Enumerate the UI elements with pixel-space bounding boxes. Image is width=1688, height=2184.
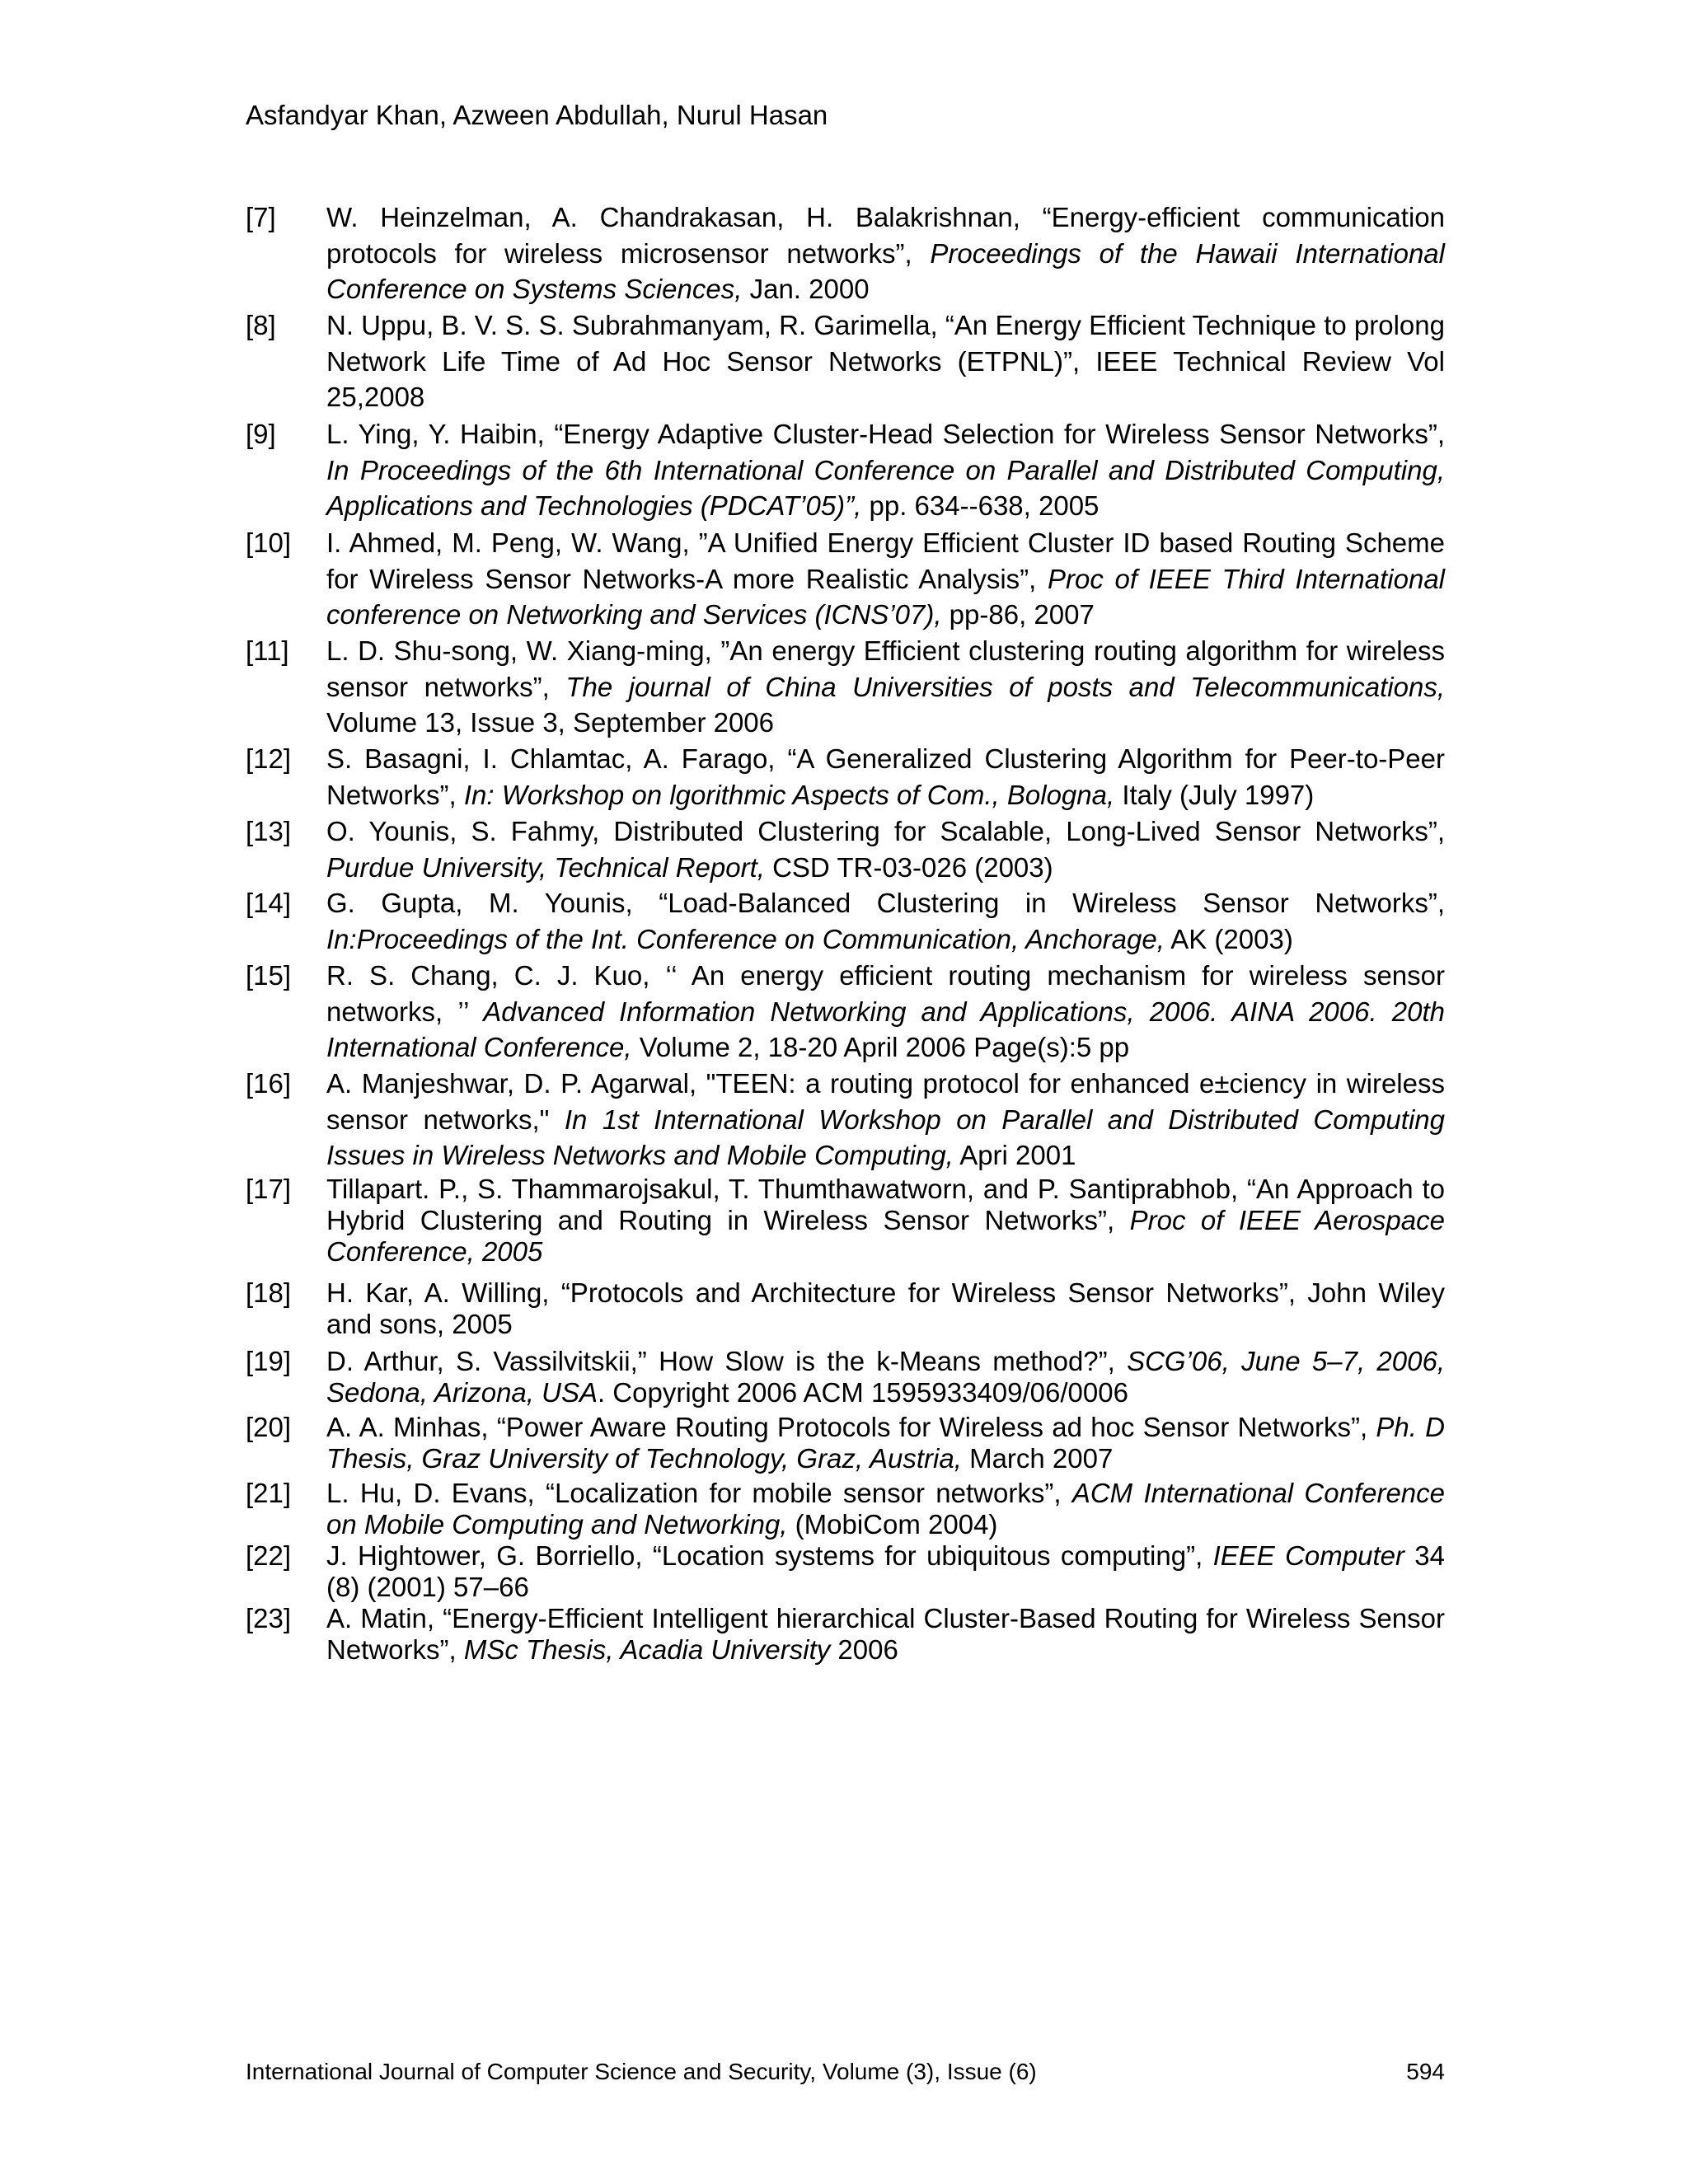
reference-item — [246, 199, 1445, 307]
reference-text — [326, 1066, 1445, 1174]
reference-number: [18] — [246, 1277, 292, 1308]
reference-segment: AK (2003) — [1164, 923, 1293, 954]
reference-venue: MSc Thesis, Acadia University — [463, 1634, 831, 1665]
reference-item — [246, 741, 1445, 813]
reference-item — [246, 1666, 1445, 1728]
reference-segment: Tillapart. P., S. Thammarojsakul, T. Thumthawatworn, and P. Santiprabhob, “An Approach to Hybrid Clustering and Routing in Wireless Sensor Networks”, — [326, 1174, 1445, 1235]
reference-segment: R. S. Chang, C. J. Kuo, ‘‘ An energy efficient routing mechanism for wireless sensor networks, ’’ — [326, 960, 1445, 1027]
reference-number: [16] — [246, 1068, 292, 1099]
reference-number: [19] — [246, 1346, 292, 1376]
reference-number: [22] — [246, 1540, 292, 1571]
reference-number: [12] — [246, 743, 292, 774]
reference-item — [246, 633, 1445, 741]
reference-text — [326, 741, 1445, 813]
reference-segment: March 2007 — [961, 1443, 1114, 1474]
reference-list — [246, 199, 1445, 1728]
reference-text — [326, 416, 1445, 524]
reference-item — [246, 1603, 1445, 1666]
reference-number: [17] — [246, 1174, 292, 1204]
reference-segment: D. Arthur, S. Vassilvitskii,” How Slow is the k-Means method?”, — [326, 1346, 1128, 1376]
reference-segment: . Copyright 2006 ACM 1595933409/06/0006 — [597, 1377, 1128, 1408]
reference-text — [326, 307, 1445, 415]
reference-segment: L. D. Shu-song, W. Xiang-ming, ”An energy Efficient clustering routing algorithm for wireless sensor networks”, — [326, 635, 1445, 702]
reference-segment: Volume 13, Issue 3, September 2006 — [326, 707, 775, 738]
reference-number: [9] — [246, 419, 276, 449]
reference-segment: I. Ahmed, M. Peng, W. Wang, ”A Unified Energy Efficient Cluster ID based Routing Scheme for Wireless Sensor Networks-A more Realistic Analysis”, — [326, 527, 1445, 594]
reference-venue: Advanced Information Networking and Applications, 2006. AINA 2006. 20th International Conference, — [326, 996, 1445, 1062]
reference-venue: In: Workshop on lgorithmic Aspects of Com., Bologna, — [463, 779, 1115, 810]
reference-segment: Jan. 2000 — [742, 274, 870, 304]
reference-venue: Purdue University, Technical Report, — [326, 851, 765, 883]
reference-venue: ACM International Conference on Mobile Computing and Networking, — [326, 1478, 1446, 1540]
reference-number: [23] — [246, 1603, 292, 1633]
reference-text — [326, 958, 1445, 1066]
reference-segment: A. A. Minhas, “Power Aware Routing Protocols for Wireless ad hoc Sensor Networks”, — [326, 1412, 1376, 1442]
reference-segment: L. Ying, Y. Haibin, “Energy Adaptive Cluster-Head Selection for Wireless Sensor Networks”, — [326, 419, 1445, 449]
reference-segment: CSD TR-03-026 (2003) — [764, 851, 1053, 883]
reference-number: [8] — [246, 310, 276, 340]
reference-venue: In:Proceedings of the Int. Conference on Communication, Anchorage, — [326, 923, 1165, 954]
reference-segment: G. Gupta, M. Younis, “Load-Balanced Clustering in Wireless Sensor Networks”, — [326, 888, 1445, 918]
reference-number: [13] — [246, 816, 292, 846]
reference-item — [246, 1174, 1445, 1277]
reference-text — [326, 199, 1445, 307]
reference-number: [10] — [246, 527, 292, 558]
reference-number: [7] — [246, 202, 276, 232]
reference-segment: L. Hu, D. Evans, “Localization for mobile sensor networks”, — [326, 1478, 1072, 1508]
reference-segment: N. Uppu, B. V. S. S. Subrahmanyam, R. Garimella, “An Energy Efficient Technique to prolong Network Life Time of Ad Hoc Sensor Networks (ETPNL)”, IEEE Technical Review Vol 25,2008 — [326, 310, 1445, 412]
reference-text — [326, 525, 1445, 633]
reference-item — [246, 958, 1445, 1066]
reference-item — [246, 1540, 1445, 1603]
page-number: 594 — [1406, 2059, 1445, 2084]
reference-segment: S. Basagni, I. Chlamtac, A. Farago, “A Generalized Clustering Algorithm for Peer-to-Peer Networks”, — [326, 743, 1445, 810]
reference-segment: A. Matin, “Energy-Efficient Intelligent hierarchical Cluster-Based Routing for Wireless Sensor Networks”, — [326, 1603, 1445, 1665]
reference-item — [246, 525, 1445, 633]
reference-venue: In Proceedings of the 6th International Conference on Parallel and Distributed Computing, Applications and Technologies (PDCAT’05)”, — [326, 454, 1445, 521]
reference-text — [326, 1478, 1445, 1540]
reference-segment: Volume 2, 18-20 April 2006 Page(s):5 pp — [631, 1032, 1130, 1062]
reference-text — [326, 1412, 1445, 1474]
footer-journal-title: International Journal of Computer Science and Security, Volume (3), Issue (6) — [246, 2059, 1037, 2084]
reference-segment: pp. 634--638, 2005 — [861, 490, 1100, 521]
reference-venue: Proc of IEEE Aerospace Conference, 2005 — [326, 1205, 1445, 1267]
reference-text — [326, 1277, 1445, 1340]
reference-number: [11] — [246, 635, 289, 666]
reference-item — [246, 885, 1445, 958]
reference-segment: Italy (July 1997) — [1114, 779, 1315, 810]
reference-number: [21] — [246, 1478, 292, 1508]
reference-venue: SCG’06, June 5–7, 2006, Sedona, Arizona, USA — [326, 1346, 1445, 1408]
reference-venue: The journal of China Universities of posts and Telecommunications, — [565, 671, 1446, 702]
reference-segment: pp-86, 2007 — [941, 599, 1095, 630]
reference-item — [246, 1277, 1445, 1346]
reference-item — [246, 307, 1445, 416]
reference-item — [246, 1066, 1445, 1174]
reference-item — [246, 1412, 1445, 1478]
reference-segment: J. Hightower, G. Borriello, “Location systems for ubiquitous computing”, — [326, 1540, 1213, 1571]
reference-venue: Ph. D Thesis, Graz University of Technology, Graz, Austria, — [326, 1412, 1445, 1474]
reference-venue: IEEE Computer — [1212, 1540, 1404, 1571]
reference-item — [246, 1346, 1445, 1412]
reference-number: [20] — [246, 1412, 292, 1442]
reference-number: [15] — [246, 960, 292, 991]
reference-text — [326, 633, 1445, 741]
reference-segment: H. Kar, A. Willing, “Protocols and Architecture for Wireless Sensor Networks”, John Wiley and sons, 2005 — [326, 1277, 1445, 1339]
reference-text — [326, 1540, 1445, 1603]
reference-segment: 34 (8) (2001) 57–66 — [326, 1540, 1445, 1602]
reference-item — [246, 1478, 1445, 1540]
reference-segment: (MobiCom 2004) — [787, 1509, 998, 1540]
reference-text — [326, 1603, 1445, 1666]
reference-text — [326, 885, 1445, 957]
reference-segment: A. Manjeshwar, D. P. Agarwal, "TEEN: a routing protocol for enhanced e±ciency in wireless sensor networks," — [326, 1068, 1445, 1135]
reference-number: [14] — [246, 888, 292, 918]
reference-venue: In 1st International Workshop on Parallel and Distributed Computing Issues in Wireless Networks and Mobile Computing, — [326, 1104, 1445, 1170]
reference-segment: Apri 2001 — [953, 1140, 1076, 1170]
reference-text — [326, 813, 1445, 885]
reference-venue: Proceedings of the Hawaii International Conference on Systems Sciences, — [326, 237, 1445, 304]
reference-segment: 2006 — [830, 1634, 898, 1665]
reference-venue: Proc of IEEE Third International conference on Networking and Services (ICNS’07), — [326, 563, 1446, 630]
reference-item — [246, 416, 1445, 525]
running-header-authors: Asfandyar Khan, Azween Abdullah, Nurul Hasan — [246, 100, 828, 130]
reference-text — [326, 1346, 1445, 1408]
reference-item — [246, 813, 1445, 885]
reference-text — [326, 1174, 1445, 1268]
reference-segment: O. Younis, S. Fahmy, Distributed Clustering for Scalable, Long-Lived Sensor Networks”, — [326, 816, 1445, 846]
reference-segment: W. Heinzelman, A. Chandrakasan, H. Balakrishnan, “Energy-efficient communication protocols for wireless microsensor networks”, — [326, 202, 1445, 269]
